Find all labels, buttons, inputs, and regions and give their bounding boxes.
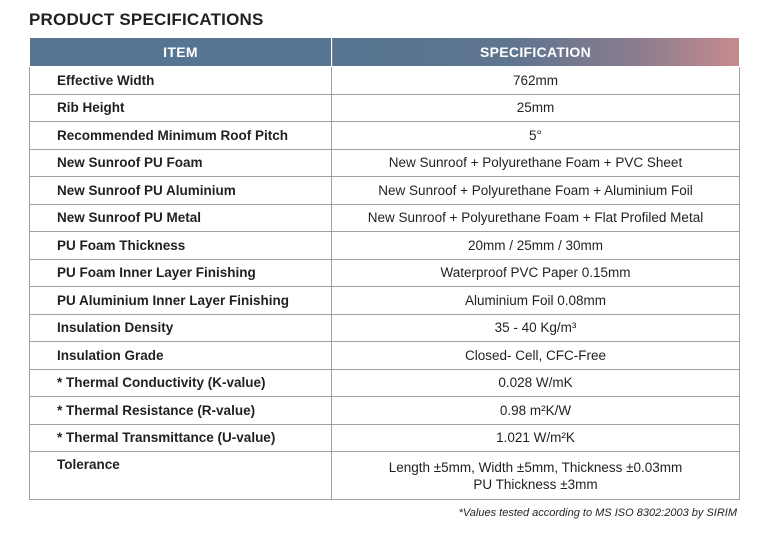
row-spec: New Sunroof + Polyurethane Foam + PVC Sheet bbox=[332, 149, 740, 177]
row-item: New Sunroof PU Foam bbox=[30, 149, 332, 177]
row-spec: Waterproof PVC Paper 0.15mm bbox=[332, 259, 740, 287]
row-spec bbox=[332, 452, 740, 500]
row-spec: 1.021 W/m²K bbox=[332, 424, 740, 452]
table-row bbox=[30, 177, 740, 205]
table-header bbox=[30, 38, 740, 67]
row-item: * Thermal Transmittance (U-value) bbox=[30, 424, 332, 452]
row-item: Effective Width bbox=[30, 67, 332, 95]
row-item: PU Foam Thickness bbox=[30, 232, 332, 260]
table-row bbox=[30, 369, 740, 397]
table-row bbox=[30, 232, 740, 260]
row-spec: 762mm bbox=[332, 67, 740, 95]
row-spec: 0.028 W/mK bbox=[332, 369, 740, 397]
row-item: Rib Height bbox=[30, 94, 332, 122]
row-item: * Thermal Conductivity (K-value) bbox=[30, 369, 332, 397]
row-item: Recommended Minimum Roof Pitch bbox=[30, 122, 332, 150]
table-body bbox=[30, 67, 740, 500]
row-spec-line: PU Thickness ±3mm bbox=[473, 476, 598, 492]
page-title: PRODUCT SPECIFICATIONS bbox=[29, 10, 264, 29]
specifications-table bbox=[29, 37, 740, 500]
table-row bbox=[30, 452, 740, 500]
table-row bbox=[30, 259, 740, 287]
row-spec: 25mm bbox=[332, 94, 740, 122]
table-row bbox=[30, 342, 740, 370]
row-spec: Closed- Cell, CFC-Free bbox=[332, 342, 740, 370]
row-spec: New Sunroof + Polyurethane Foam + Flat Profiled Metal bbox=[332, 204, 740, 232]
table-row bbox=[30, 94, 740, 122]
table-row bbox=[30, 314, 740, 342]
row-item: * Thermal Resistance (R-value) bbox=[30, 397, 332, 425]
row-spec-line: Length ±5mm, Width ±5mm, Thickness ±0.03mm bbox=[388, 459, 683, 475]
table-row bbox=[30, 67, 740, 95]
table-row bbox=[30, 204, 740, 232]
row-spec: 5° bbox=[332, 122, 740, 150]
row-item: New Sunroof PU Aluminium bbox=[30, 177, 332, 205]
table-row bbox=[30, 122, 740, 150]
row-spec: 20mm / 25mm / 30mm bbox=[332, 232, 740, 260]
row-spec: 0.98 m²K/W bbox=[332, 397, 740, 425]
row-spec: Aluminium Foil 0.08mm bbox=[332, 287, 740, 315]
table-row bbox=[30, 397, 740, 425]
row-spec: 35 - 40 Kg/m³ bbox=[332, 314, 740, 342]
row-item: PU Aluminium Inner Layer Finishing bbox=[30, 287, 332, 315]
footnote: *Values tested according to MS ISO 8302:2003 by SIRIM bbox=[458, 507, 737, 519]
row-spec: New Sunroof + Polyurethane Foam + Aluminium Foil bbox=[332, 177, 740, 205]
header-row bbox=[30, 38, 740, 67]
row-item: Insulation Grade bbox=[30, 342, 332, 370]
row-item: Insulation Density bbox=[30, 314, 332, 342]
table-row bbox=[30, 287, 740, 315]
row-item: New Sunroof PU Metal bbox=[30, 204, 332, 232]
row-item: Tolerance bbox=[30, 452, 332, 500]
header-item: ITEM bbox=[30, 38, 332, 67]
table-row bbox=[30, 424, 740, 452]
header-specification: SPECIFICATION bbox=[332, 38, 740, 67]
row-item: PU Foam Inner Layer Finishing bbox=[30, 259, 332, 287]
table-row bbox=[30, 149, 740, 177]
